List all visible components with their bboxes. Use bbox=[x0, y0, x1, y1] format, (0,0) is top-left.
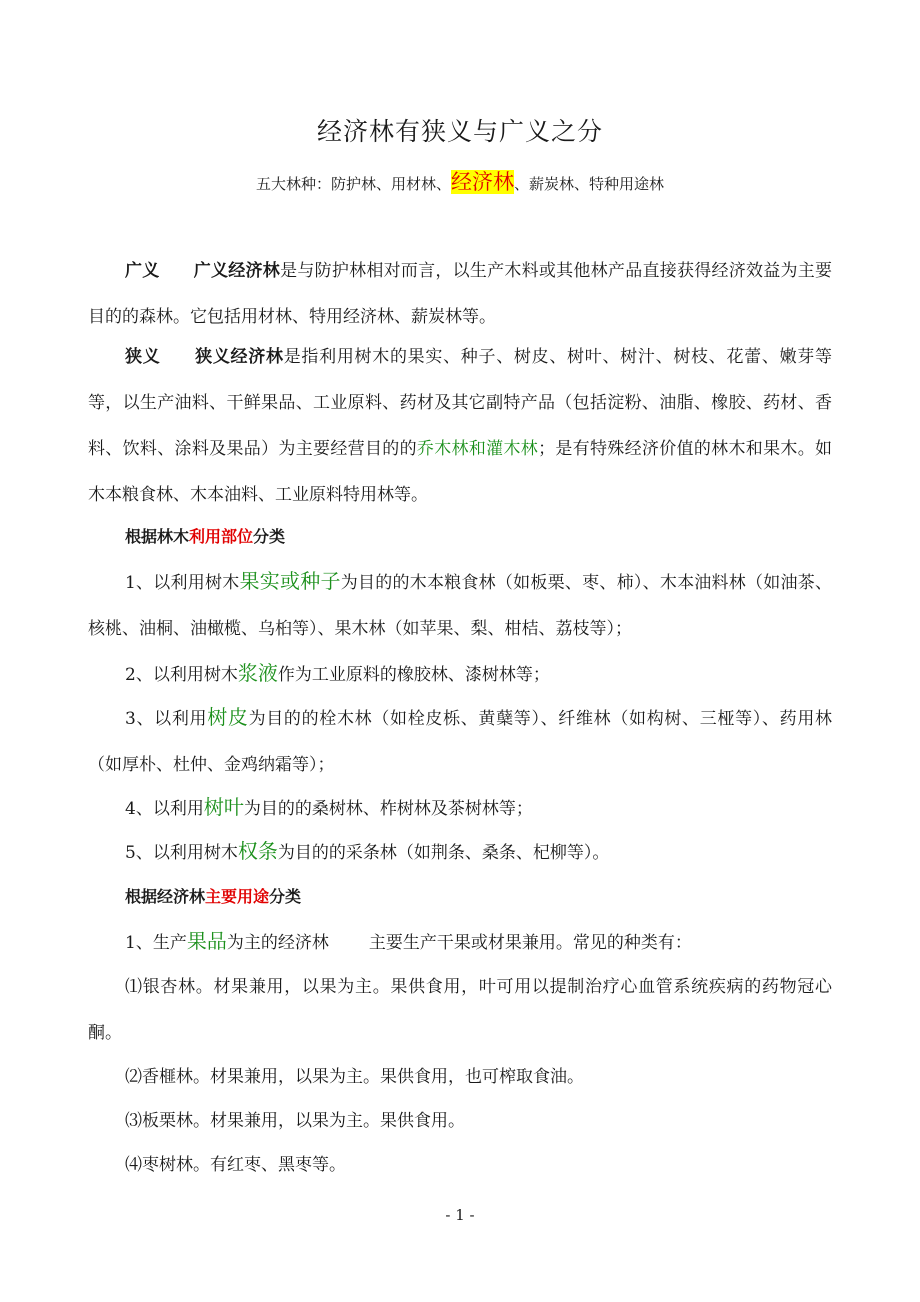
broad-term: 广义经济林 bbox=[193, 261, 281, 281]
item-key: 树皮 bbox=[207, 705, 249, 729]
section1-heading-pre: 根据林木 bbox=[125, 527, 190, 546]
narrow-text-1: 是指利用树木的果实、种子、树皮、树叶、树汁、树枝、花蕾、嫩芽等等，以生产油料、干鲜果品、工业原料、药材及其它副特产品（包括淀粉、油脂、橡胶、药材、香料、饮料、涂料及果品）为主要经营目的的 bbox=[88, 347, 833, 459]
item-pre: 5、以利用树木 bbox=[125, 843, 238, 863]
subtitle-prefix: 五大林种：防护林、用材林、 bbox=[255, 175, 451, 193]
narrow-label: 狭义 bbox=[125, 347, 161, 367]
item-key: 树叶 bbox=[203, 795, 244, 819]
item-key: 果品 bbox=[186, 929, 227, 953]
broad-label: 广义 bbox=[125, 261, 160, 281]
list-item bbox=[88, 650, 832, 698]
page-number: - 1 - bbox=[445, 1206, 475, 1224]
broad-definition bbox=[88, 248, 832, 340]
item-key: 权条 bbox=[237, 839, 278, 863]
subtitle-highlight: 经济林 bbox=[451, 170, 514, 194]
item-post: 为主的经济林 bbox=[226, 933, 329, 953]
sub-item: ⑴银杏林。材果兼用，以果为主。果供食用，叶可用以提制治疗心血管系统疾病的药物冠心酮。 bbox=[88, 977, 832, 1043]
document-title: 经济林有狭义与广义之分 bbox=[316, 117, 603, 146]
narrow-text-2: ；是有特殊经济价值的林木和果木。如木本粮食林、木本油料、工业原料特用林等。 bbox=[88, 439, 833, 505]
item-post-2: 主要生产干果或材果兼用。常见的种类有： bbox=[368, 933, 692, 953]
section1-heading bbox=[88, 514, 869, 560]
narrow-term: 狭义经济林 bbox=[194, 347, 284, 367]
item-pre: 2、以利用树木 bbox=[125, 665, 238, 685]
item-pre: 3、以利用 bbox=[125, 709, 208, 729]
sub-item: ⑷枣树林。有红枣、黑枣等。 bbox=[125, 1155, 346, 1175]
section1-heading-post: 分类 bbox=[253, 527, 286, 546]
item-post: 为目的的栓木林（如栓皮栎、黄蘖等）、纤维林（如构树、三桠等）、药用林（如厚朴、杜仲、金鸡纳霜等）； bbox=[88, 709, 832, 775]
list-item bbox=[88, 828, 832, 876]
section2-heading bbox=[88, 874, 869, 920]
item-post: 为目的的木本粮食林（如板栗、枣、柿）、木本油料林（如油茶、核桃、油桐、油橄榄、乌桕等）、果木林（如苹果、梨、柑桔、荔枝等）； bbox=[88, 573, 833, 639]
narrow-green-term: 乔木林和灌木林 bbox=[416, 439, 539, 459]
section1-heading-red: 利用部位 bbox=[189, 527, 254, 546]
list-item bbox=[88, 784, 832, 832]
item-pre: 1、以利用树木 bbox=[125, 573, 240, 593]
section2-item-1 bbox=[88, 918, 869, 966]
item-pre: 1、生产 bbox=[125, 933, 187, 953]
item-post: 为目的的桑树林、柞树林及茶树林等； bbox=[243, 799, 533, 819]
list-item bbox=[88, 558, 832, 652]
subtitle-suffix: 、薪炭林、特种用途林 bbox=[514, 175, 665, 193]
narrow-definition bbox=[88, 334, 832, 518]
sub-item: ⑵香榧林。材果兼用，以果为主。果供食用，也可榨取食油。 bbox=[125, 1067, 584, 1087]
subtitle-line bbox=[0, 166, 920, 196]
list-item bbox=[88, 694, 832, 788]
section2-heading-post: 分类 bbox=[269, 887, 302, 906]
item-key: 果实或种子 bbox=[239, 569, 341, 593]
item-post: 为目的的采条林（如荆条、桑条、杞柳等）。 bbox=[277, 843, 610, 863]
broad-text: 是与防护林相对而言，以生产木料或其他林产品直接获得经济效益为主要目的的森林。它包括用材林、特用经济林、薪炭林等。 bbox=[88, 261, 833, 327]
sub-item: ⑶板栗林。材果兼用，以果为主。果供食用。 bbox=[125, 1111, 465, 1131]
section2-heading-pre: 根据经济林 bbox=[125, 887, 206, 906]
section2-heading-red: 主要用途 bbox=[205, 887, 270, 906]
item-post: 作为工业原料的橡胶林、漆树林等； bbox=[277, 665, 550, 685]
item-pre: 4、以利用 bbox=[125, 799, 204, 819]
item-key: 浆液 bbox=[237, 661, 278, 685]
